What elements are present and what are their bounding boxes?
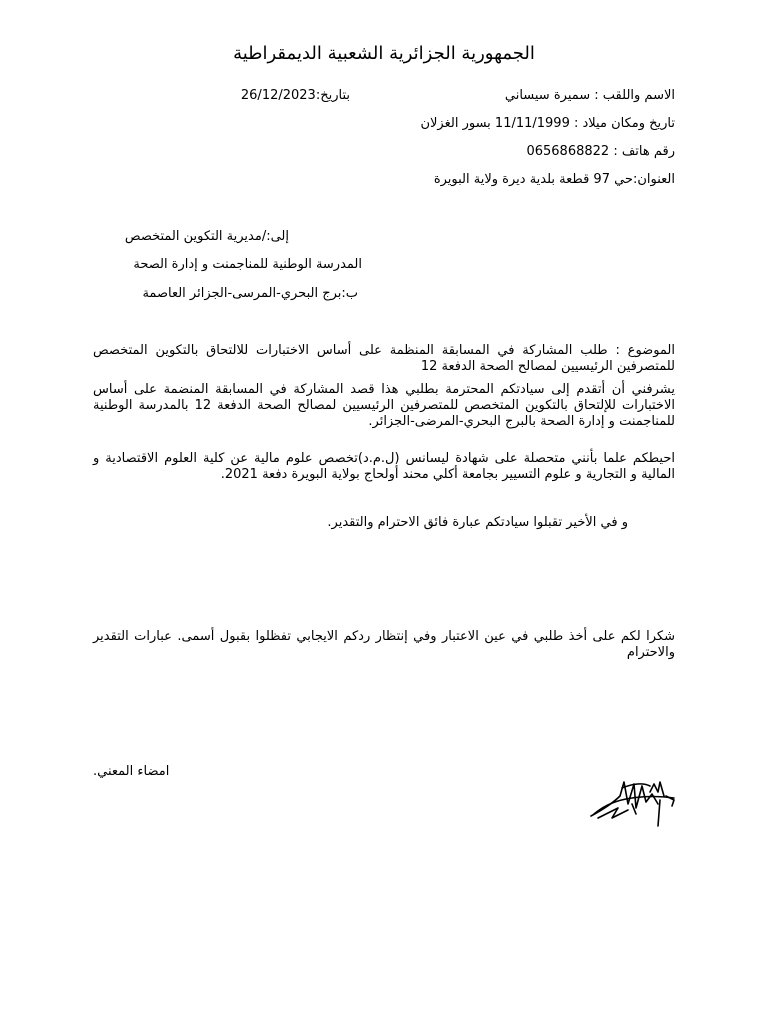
recipient-to: إلى:/مديرية التكوين المتخصص <box>124 229 289 244</box>
body-paragraph-3: و في الأخير تقبلوا سيادتكم عبارة فائق الاحترام والتقدير. <box>327 515 628 530</box>
thanks-paragraph: شكرا لكم على أخذ طلبي في عين الاعتبار وفي إنتظار ردكم الايجابي تفظلوا بقبول أسمى. عبارات التقدير والاحترام <box>93 629 675 660</box>
country-title: الجمهورية الجزائرية الشعبية الديمقراطية <box>233 43 535 64</box>
handwritten-signature <box>588 774 678 830</box>
body-paragraph-2: احيطكم علما بأنني متحصلة على شهادة ليسانس (ل.م.د)تخصص علوم مالية عن كلية العلوم الاقتصادية و المالية و التجارية و علوم التسيير بجامعة أكلي محند أولحاج بولاية البويرة دفعة 2021. <box>93 451 675 482</box>
recipient-location: ب:برج البحري-المرسى-الجزائر العاصمة <box>142 286 358 301</box>
sender-address: العنوان:حي 97 قطعة بلدية ديرة ولاية البويرة <box>433 172 675 187</box>
letter-date: بتاريخ:26/12/2023 <box>240 88 350 103</box>
sender-phone: رقم هاتف : 0656868822 <box>526 144 675 159</box>
body-paragraph-1: يشرفني أن أتقدم إلى سيادتكم المحترمة بطلبي هذا قصد المشاركة في المسابقة المنضمة على أساس الاختبارات للإلتحاق بالتكوين المتخصص للمتصرفين الرئيسيين لمصالح الصحة الدفعة 12 بالمدرسة الوطنية للمناجمنت و إدارة الصحة بالبرج البحري-المرضى-الجزائر. <box>93 382 675 429</box>
signature-label: امضاء المعني. <box>93 764 170 779</box>
sender-birth: تاريخ ومكان ميلاد : 11/11/1999 بسور الغزلان <box>420 116 675 131</box>
recipient-school: المدرسة الوطنية للمناجمنت و إدارة الصحة <box>133 257 362 272</box>
letter-subject: الموضوع : طلب المشاركة في المسابقة المنظمة على أساس الاختبارات للالتحاق بالتكوين المتخصص للمتصرفين الرئيسيين لمصالح الصحة الدفعة 12 <box>93 343 675 374</box>
sender-name: الاسم واللقب : سميرة سيساني <box>504 88 675 103</box>
